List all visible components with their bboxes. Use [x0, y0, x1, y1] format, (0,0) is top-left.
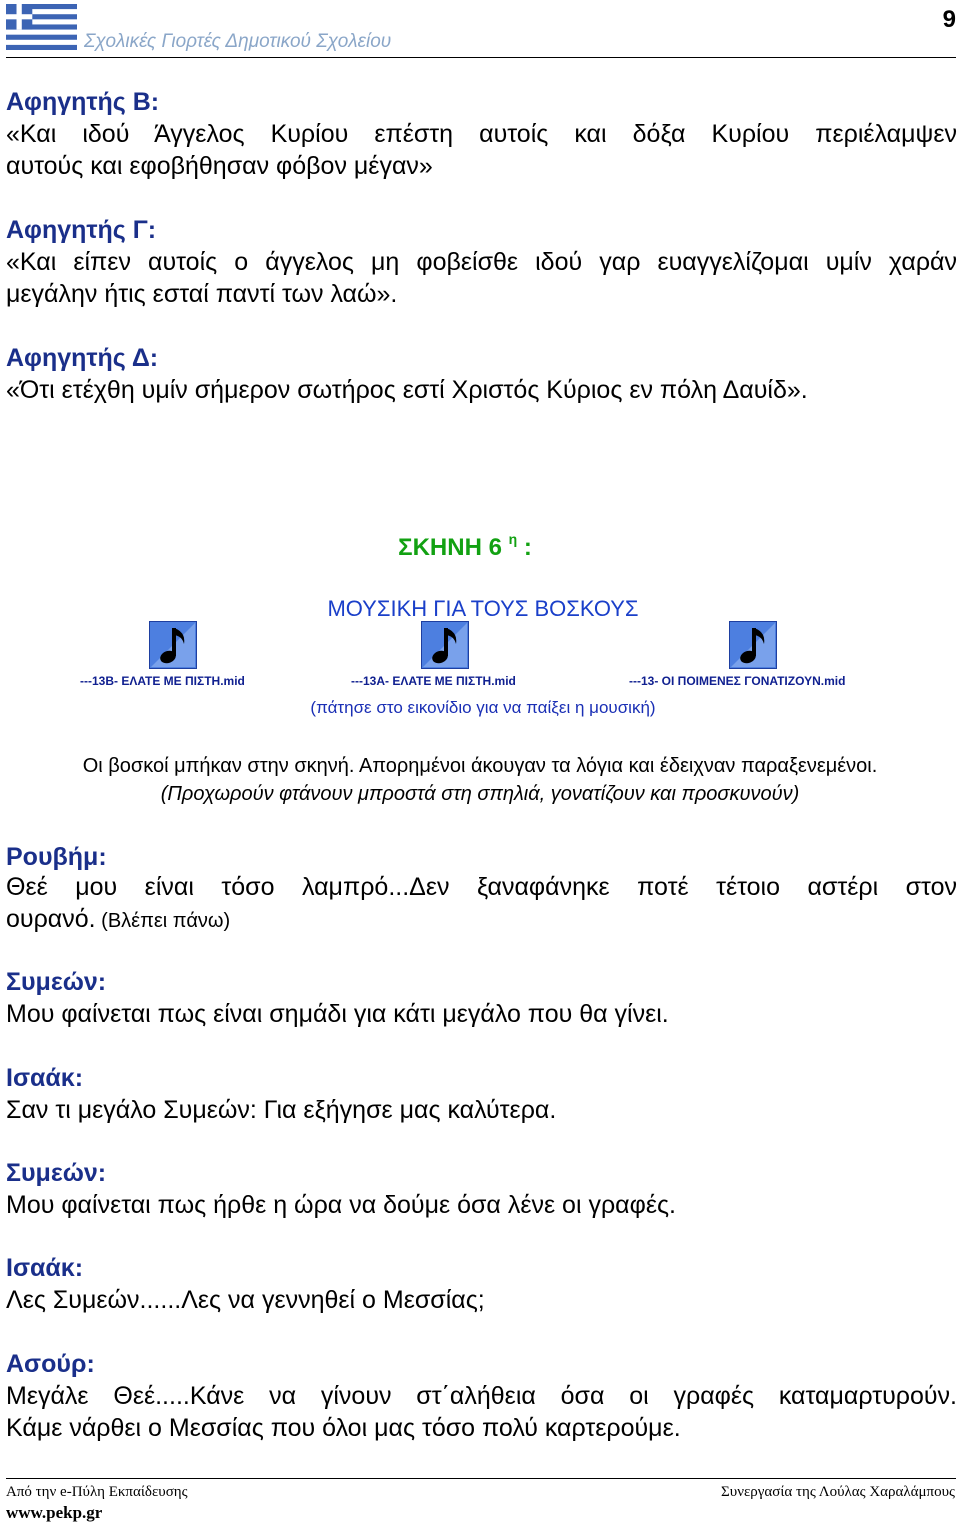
music-hint: (πάτησε στο εικονίδιο για να παίξει η μουσική)	[310, 698, 656, 717]
dialogue-line: «Και ιδού Άγγελος Κυρίου επέστη αυτοίς και δόξα Κυρίου περιέλαμψεν	[6, 120, 957, 148]
dialogue-line: «Ότι ετέχθη υμίν σήμερον σωτήρος εστί Χριστός Κύριος εν πόλη Δαυίδ».	[6, 376, 808, 404]
stage-direction: (Προχωρούν φτάνουν μπροστά στη σπηλιά, γονατίζουν και προσκυνούν)	[160, 783, 800, 805]
footer-url-link[interactable]: www.pekp.gr	[6, 1503, 103, 1522]
dialogue-line: Θεέ μου είναι τόσο λαμπρό...Δεν ξαναφάνηκε ποτέ τέτοιο αστέρι στον	[6, 873, 957, 901]
footer-source: Από την e-Πύλη Εκπαίδευσης	[6, 1484, 188, 1500]
dialogue-line: Μου φαίνεται πως είναι σημάδι για κάτι μεγάλο που θα γίνει.	[6, 1000, 669, 1028]
page-number: 9	[942, 6, 956, 33]
music-note-icon[interactable]	[149, 621, 197, 669]
speaker-label: Αφηγητής Δ:	[6, 344, 159, 372]
music-note-icon[interactable]	[421, 621, 469, 669]
dialogue-line: Μου φαίνεται πως ήρθε η ώρα να δούμε όσα λένε οι γραφές.	[6, 1191, 676, 1219]
dialogue-line: μεγάλην ήτις εσταί παντί των λαώ».	[6, 280, 398, 308]
music-file-link[interactable]: ---13Α- ΕΛΑΤΕ ΜΕ ΠΙΣΤΗ.mid	[351, 674, 516, 688]
dialogue-line: Λες Συμεών......Λες να γεννηθεί ο Μεσσίας;	[6, 1286, 485, 1314]
speaker-label: Ισαάκ:	[6, 1064, 84, 1092]
music-file-link[interactable]: ---13Β- ΕΛΑΤΕ ΜΕ ΠΙΣΤΗ.mid	[80, 674, 245, 688]
speaker-label: Αφηγητής Γ:	[6, 216, 157, 244]
dialogue-line: αυτούς και εφοβήθησαν φόβον μέγαν»	[6, 152, 433, 180]
dialogue-line: Κάμε νάρθει ο Μεσσίας που όλοι μας τόσο πολύ καρτερούμε.	[6, 1414, 681, 1442]
footer-divider	[6, 1478, 956, 1479]
music-title: ΜΟΥΣΙΚΗ ΓΙΑ ΤΟΥΣ ΒΟΣΚΟΥΣ	[327, 596, 639, 621]
narration: Οι βοσκοί μπήκαν στην σκηνή. Απορημένοι άκουγαν τα λόγια και έδειχναν παραξενεμένοι.	[82, 755, 878, 777]
speaker-label: Συμεών:	[6, 968, 107, 996]
greek-flag-icon	[6, 4, 77, 50]
footer-credit: Συνεργασία της Λούλας Χαραλάμπους	[721, 1484, 955, 1500]
speaker-label: Ρουβήμ:	[6, 843, 107, 871]
scene-title: ΣΚΗΝΗ 6 $^\eta$ :	[398, 531, 532, 561]
speaker-label: Ισαάκ:	[6, 1254, 84, 1282]
dialogue-line: ουρανό. (Βλέπει πάνω)	[6, 905, 231, 933]
dialogue-line: «Και είπεν αυτοίς ο άγγελος μη φοβείσθε ιδού γαρ ευαγγελίζομαι υμίν χαράν	[6, 248, 957, 276]
dialogue-line: Μεγάλε Θεέ.....Κάνε να γίνουν στ΄αλήθεια όσα οι γραφές καταμαρτυρούν.	[6, 1382, 957, 1410]
music-note-icon[interactable]	[729, 621, 777, 669]
speaker-label: Ασούρ:	[6, 1350, 95, 1378]
speaker-label: Συμεών:	[6, 1159, 107, 1187]
stage-aside: (Βλέπει πάνω)	[95, 910, 231, 932]
speaker-label: Αφηγητής Β:	[6, 88, 160, 116]
music-file-link[interactable]: ---13- ΟΙ ΠΟΙΜΕΝΕΣ ΓΟΝΑΤΙΖΟΥΝ.mid	[629, 674, 846, 688]
header-title: Σχολικές Γιορτές Δημοτικού Σχολείου	[84, 31, 392, 52]
header-divider	[6, 57, 956, 58]
dialogue-line: Σαν τι μεγάλο Συμεών: Για εξήγησε μας καλύτερα.	[6, 1096, 557, 1124]
